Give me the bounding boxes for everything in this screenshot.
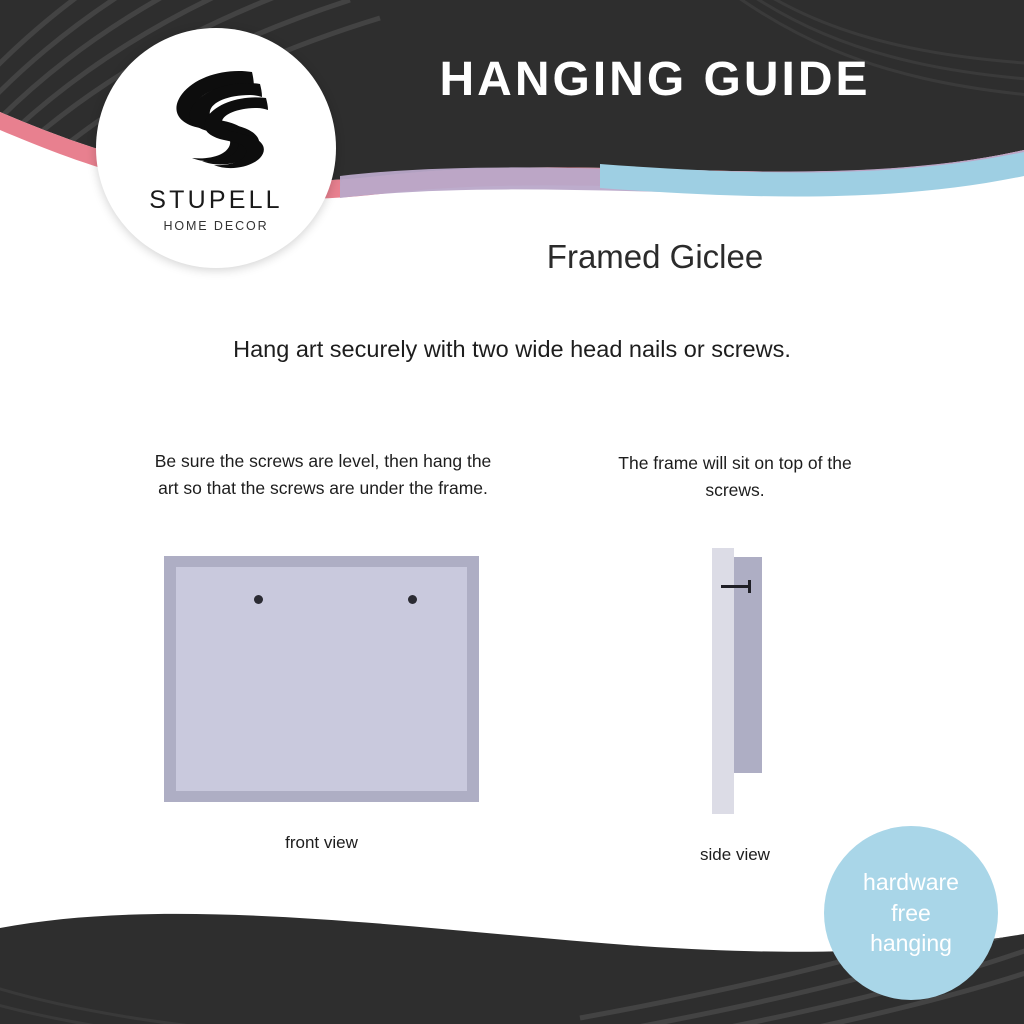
screw-marker-right-icon: [408, 595, 417, 604]
brand-logo: [96, 28, 336, 268]
badge-line-2: free: [891, 899, 931, 926]
front-view-instruction: Be sure the screws are level, then hang the art so that the screws are under the frame.: [154, 451, 492, 498]
instruction-text: Hang art securely with two wide head nails or screws.: [233, 336, 791, 362]
badge-line-3: hanging: [870, 930, 952, 957]
screw-marker-left-icon: [254, 595, 263, 604]
side-view-screw-head-icon: [748, 580, 751, 593]
side-view-caption: side view: [700, 845, 770, 864]
front-view-caption: front view: [285, 833, 358, 852]
page-title: HANGING GUIDE: [439, 53, 871, 106]
hardware-free-badge: [824, 826, 998, 1000]
side-view-screw-icon: [721, 585, 751, 588]
side-view-instruction: The frame will sit on top of the screws.: [618, 453, 852, 500]
brand-name: STUPELL: [149, 186, 283, 214]
front-view-diagram: [164, 556, 479, 802]
stupell-swoosh-icon: [156, 64, 276, 182]
front-view-art-area: [176, 567, 467, 791]
badge-line-1: hardware: [863, 869, 959, 896]
product-type-label: Framed Giclee: [546, 238, 764, 275]
brand-tagline: HOME DECOR: [163, 219, 269, 233]
